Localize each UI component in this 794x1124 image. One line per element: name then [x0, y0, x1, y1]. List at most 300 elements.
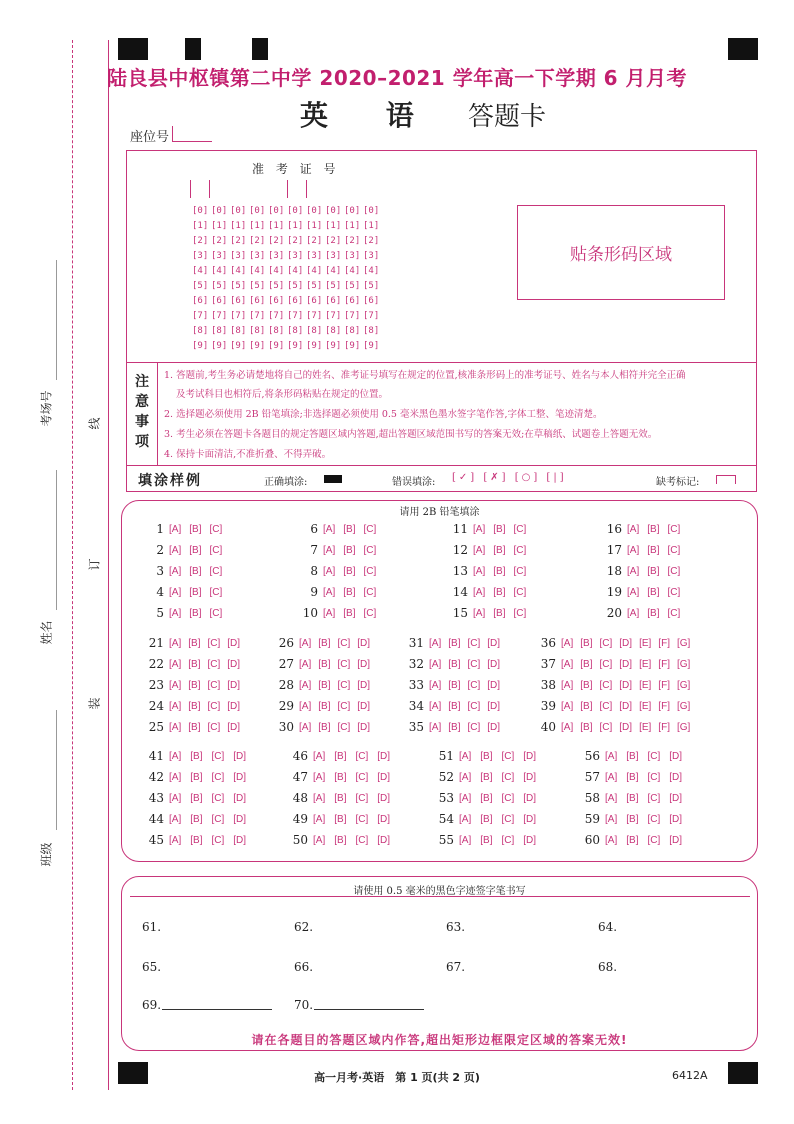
answer-bubble[interactable]: [ D ] [486, 722, 501, 733]
answer-bubble[interactable]: [ B ] [189, 793, 203, 804]
digit-bubble[interactable]: [6] [325, 296, 342, 306]
digit-bubble[interactable]: [9] [230, 341, 247, 351]
answer-bubble[interactable]: [ B ] [188, 608, 202, 619]
digit-bubble[interactable]: [3] [230, 251, 247, 261]
answer-bubble[interactable]: [ A ] [312, 835, 326, 846]
answer-bubble[interactable]: [ B ] [187, 722, 201, 733]
answer-bubble[interactable]: [ D ] [226, 701, 241, 712]
written-answer-line-70[interactable] [314, 1009, 424, 1010]
answer-bubble[interactable]: [ A ] [168, 587, 182, 598]
answer-bubble[interactable]: [ C ] [598, 680, 613, 691]
digit-bubble[interactable]: [0] [287, 206, 304, 216]
answer-bubble[interactable]: [ D ] [618, 659, 633, 670]
answer-bubble[interactable]: [ D ] [522, 814, 537, 825]
answer-bubble[interactable]: [ B ] [625, 772, 639, 783]
digit-bubble[interactable]: [9] [268, 341, 285, 351]
digit-bubble[interactable]: [9] [249, 341, 266, 351]
answer-bubble[interactable]: [ C ] [466, 680, 481, 691]
answer-bubble[interactable]: [ C ] [512, 545, 527, 556]
answer-bubble[interactable]: [ A ] [604, 772, 618, 783]
digit-bubble[interactable]: [3] [344, 251, 361, 261]
answer-bubble[interactable]: [ B ] [317, 680, 331, 691]
answer-bubble[interactable]: [ B ] [625, 814, 639, 825]
answer-bubble[interactable]: [ C ] [646, 793, 661, 804]
answer-bubble[interactable]: [ C ] [208, 545, 223, 556]
answer-bubble[interactable]: [ D ] [618, 638, 633, 649]
digit-bubble[interactable]: [7] [268, 311, 285, 321]
answer-bubble[interactable]: [ A ] [322, 566, 336, 577]
digit-bubble[interactable]: [7] [230, 311, 247, 321]
answer-bubble[interactable]: [ B ] [447, 722, 461, 733]
answer-bubble[interactable]: [ A ] [458, 772, 472, 783]
digit-bubble[interactable]: [8] [211, 326, 228, 336]
answer-bubble[interactable]: [ A ] [626, 524, 640, 535]
digit-bubble[interactable]: [1] [211, 221, 228, 231]
exam-number-column[interactable] [344, 206, 362, 356]
answer-bubble[interactable]: [ F ] [657, 701, 671, 712]
digit-bubble[interactable]: [9] [192, 341, 209, 351]
digit-bubble[interactable]: [8] [363, 326, 380, 336]
answer-bubble[interactable]: [ B ] [187, 659, 201, 670]
answer-bubble[interactable]: [ A ] [560, 722, 574, 733]
answer-bubble[interactable]: [ C ] [646, 751, 661, 762]
answer-bubble[interactable]: [ A ] [428, 722, 442, 733]
answer-bubble[interactable]: [ F ] [657, 659, 671, 670]
digit-bubble[interactable]: [1] [192, 221, 209, 231]
answer-bubble[interactable]: [ B ] [646, 608, 660, 619]
digit-bubble[interactable]: [1] [344, 221, 361, 231]
exam-number-column[interactable] [268, 206, 286, 356]
answer-bubble[interactable]: [ B ] [579, 722, 593, 733]
answer-bubble[interactable]: [ C ] [336, 638, 351, 649]
digit-bubble[interactable]: [0] [306, 206, 323, 216]
answer-bubble[interactable]: [ D ] [668, 793, 683, 804]
answer-bubble[interactable]: [ A ] [168, 524, 182, 535]
answer-bubble[interactable]: [ B ] [317, 701, 331, 712]
answer-bubble[interactable]: [ B ] [189, 751, 203, 762]
answer-bubble[interactable]: [ A ] [428, 638, 442, 649]
digit-bubble[interactable]: [0] [325, 206, 342, 216]
answer-bubble[interactable]: [ E ] [638, 659, 652, 670]
digit-bubble[interactable]: [5] [287, 281, 304, 291]
absent-mark-box[interactable] [716, 475, 736, 484]
answer-bubble[interactable]: [ C ] [354, 814, 369, 825]
answer-bubble[interactable]: [ B ] [625, 751, 639, 762]
answer-bubble[interactable]: [ B ] [492, 545, 506, 556]
answer-bubble[interactable]: [ C ] [336, 680, 351, 691]
digit-bubble[interactable]: [4] [268, 266, 285, 276]
digit-bubble[interactable]: [0] [249, 206, 266, 216]
answer-bubble[interactable]: [ D ] [618, 722, 633, 733]
answer-bubble[interactable]: [ C ] [466, 659, 481, 670]
answer-bubble[interactable]: [ C ] [210, 751, 225, 762]
digit-bubble[interactable]: [7] [249, 311, 266, 321]
answer-bubble[interactable]: [ C ] [512, 587, 527, 598]
answer-bubble[interactable]: [ A ] [298, 680, 312, 691]
answer-bubble[interactable]: [ F ] [657, 680, 671, 691]
digit-bubble[interactable]: [2] [192, 236, 209, 246]
answer-bubble[interactable]: [ G ] [676, 722, 691, 733]
answer-bubble[interactable]: [ B ] [447, 680, 461, 691]
digit-bubble[interactable]: [4] [287, 266, 304, 276]
digit-bubble[interactable]: [7] [344, 311, 361, 321]
answer-bubble[interactable]: [ A ] [312, 814, 326, 825]
answer-bubble[interactable]: [ B ] [333, 751, 347, 762]
digit-bubble[interactable]: [7] [211, 311, 228, 321]
answer-bubble[interactable]: [ C ] [362, 608, 377, 619]
digit-bubble[interactable]: [0] [363, 206, 380, 216]
answer-bubble[interactable]: [ B ] [189, 772, 203, 783]
answer-bubble[interactable]: [ C ] [208, 587, 223, 598]
answer-bubble[interactable]: [ A ] [168, 835, 182, 846]
answer-bubble[interactable]: [ A ] [312, 793, 326, 804]
answer-bubble[interactable]: [ B ] [188, 524, 202, 535]
seat-number-field[interactable] [172, 126, 212, 142]
answer-bubble[interactable]: [ B ] [317, 722, 331, 733]
answer-bubble[interactable]: [ C ] [362, 566, 377, 577]
digit-bubble[interactable]: [5] [306, 281, 323, 291]
digit-bubble[interactable]: [7] [192, 311, 209, 321]
digit-bubble[interactable]: [5] [344, 281, 361, 291]
answer-bubble[interactable]: [ A ] [312, 751, 326, 762]
exam-number-column[interactable] [363, 206, 381, 356]
answer-bubble[interactable]: [ A ] [472, 587, 486, 598]
digit-bubble[interactable]: [3] [287, 251, 304, 261]
answer-bubble[interactable]: [ A ] [560, 701, 574, 712]
answer-bubble[interactable]: [ B ] [492, 566, 506, 577]
answer-bubble[interactable]: [ B ] [646, 566, 660, 577]
answer-bubble[interactable]: [ C ] [206, 701, 221, 712]
answer-bubble[interactable]: [ B ] [188, 545, 202, 556]
answer-bubble[interactable]: [ D ] [356, 680, 371, 691]
digit-bubble[interactable]: [9] [211, 341, 228, 351]
digit-bubble[interactable]: [2] [306, 236, 323, 246]
answer-bubble[interactable]: [ A ] [168, 566, 182, 577]
answer-bubble[interactable]: [ D ] [486, 659, 501, 670]
answer-bubble[interactable]: [ D ] [232, 751, 247, 762]
answer-bubble[interactable]: [ B ] [447, 659, 461, 670]
digit-bubble[interactable]: [9] [325, 341, 342, 351]
answer-bubble[interactable]: [ B ] [492, 587, 506, 598]
exam-number-column[interactable] [249, 206, 267, 356]
answer-bubble[interactable]: [ C ] [362, 524, 377, 535]
answer-bubble[interactable]: [ D ] [226, 722, 241, 733]
answer-bubble[interactable]: [ A ] [168, 638, 182, 649]
answer-bubble[interactable]: [ D ] [376, 835, 391, 846]
digit-bubble[interactable]: [1] [325, 221, 342, 231]
answer-bubble[interactable]: [ B ] [579, 680, 593, 691]
answer-bubble[interactable]: [ D ] [486, 680, 501, 691]
answer-bubble[interactable]: [ A ] [298, 659, 312, 670]
digit-bubble[interactable]: [5] [230, 281, 247, 291]
name-field[interactable] [56, 470, 57, 610]
answer-bubble[interactable]: [ C ] [210, 814, 225, 825]
answer-bubble[interactable]: [ A ] [168, 722, 182, 733]
digit-bubble[interactable]: [2] [268, 236, 285, 246]
digit-bubble[interactable]: [9] [306, 341, 323, 351]
answer-bubble[interactable]: [ C ] [598, 638, 613, 649]
answer-bubble[interactable]: [ A ] [428, 701, 442, 712]
exam-number-column[interactable] [306, 206, 324, 356]
answer-bubble[interactable]: [ D ] [376, 814, 391, 825]
digit-bubble[interactable]: [4] [363, 266, 380, 276]
digit-bubble[interactable]: [4] [211, 266, 228, 276]
answer-bubble[interactable]: [ B ] [479, 814, 493, 825]
digit-bubble[interactable]: [3] [325, 251, 342, 261]
digit-bubble[interactable]: [4] [249, 266, 266, 276]
digit-bubble[interactable]: [6] [249, 296, 266, 306]
digit-bubble[interactable]: [5] [211, 281, 228, 291]
digit-bubble[interactable]: [1] [249, 221, 266, 231]
digit-bubble[interactable]: [4] [192, 266, 209, 276]
answer-bubble[interactable]: [ A ] [322, 587, 336, 598]
digit-bubble[interactable]: [3] [211, 251, 228, 261]
answer-bubble[interactable]: [ D ] [232, 835, 247, 846]
answer-bubble[interactable]: [ D ] [486, 701, 501, 712]
digit-bubble[interactable]: [8] [249, 326, 266, 336]
answer-bubble[interactable]: [ C ] [354, 772, 369, 783]
answer-bubble[interactable]: [ E ] [638, 701, 652, 712]
answer-bubble[interactable]: [ B ] [187, 701, 201, 712]
answer-bubble[interactable]: [ D ] [376, 793, 391, 804]
answer-bubble[interactable]: [ C ] [512, 524, 527, 535]
answer-bubble[interactable]: [ C ] [666, 587, 681, 598]
answer-bubble[interactable]: [ B ] [447, 638, 461, 649]
answer-bubble[interactable]: [ C ] [500, 814, 515, 825]
digit-bubble[interactable]: [1] [306, 221, 323, 231]
answer-bubble[interactable]: [ A ] [168, 814, 182, 825]
answer-bubble[interactable]: [ A ] [458, 751, 472, 762]
answer-bubble[interactable]: [ A ] [604, 835, 618, 846]
digit-bubble[interactable]: [9] [363, 341, 380, 351]
answer-bubble[interactable]: [ B ] [625, 835, 639, 846]
written-answer-line-69[interactable] [162, 1009, 272, 1010]
answer-bubble[interactable]: [ E ] [638, 638, 652, 649]
answer-bubble[interactable]: [ C ] [208, 608, 223, 619]
answer-bubble[interactable]: [ C ] [646, 772, 661, 783]
answer-bubble[interactable]: [ D ] [232, 793, 247, 804]
digit-bubble[interactable]: [6] [192, 296, 209, 306]
answer-bubble[interactable]: [ G ] [676, 680, 691, 691]
answer-bubble[interactable]: [ B ] [646, 587, 660, 598]
answer-bubble[interactable]: [ A ] [322, 524, 336, 535]
answer-bubble[interactable]: [ D ] [668, 772, 683, 783]
digit-bubble[interactable]: [4] [230, 266, 247, 276]
exam-number-column[interactable] [325, 206, 343, 356]
answer-bubble[interactable]: [ B ] [342, 608, 356, 619]
answer-bubble[interactable]: [ A ] [472, 524, 486, 535]
exam-number-column[interactable] [230, 206, 248, 356]
digit-bubble[interactable]: [7] [325, 311, 342, 321]
answer-bubble[interactable]: [ D ] [232, 772, 247, 783]
digit-bubble[interactable]: [2] [363, 236, 380, 246]
digit-bubble[interactable]: [3] [192, 251, 209, 261]
answer-bubble[interactable]: [ F ] [657, 722, 671, 733]
answer-bubble[interactable]: [ B ] [492, 608, 506, 619]
answer-bubble[interactable]: [ C ] [208, 566, 223, 577]
answer-bubble[interactable]: [ A ] [168, 680, 182, 691]
answer-bubble[interactable]: [ C ] [666, 545, 681, 556]
answer-bubble[interactable]: [ B ] [189, 835, 203, 846]
answer-bubble[interactable]: [ C ] [666, 566, 681, 577]
answer-bubble[interactable]: [ G ] [676, 701, 691, 712]
answer-bubble[interactable]: [ C ] [208, 524, 223, 535]
answer-bubble[interactable]: [ A ] [458, 814, 472, 825]
answer-bubble[interactable]: [ D ] [376, 772, 391, 783]
digit-bubble[interactable]: [9] [287, 341, 304, 351]
answer-bubble[interactable]: [ A ] [626, 566, 640, 577]
answer-bubble[interactable]: [ B ] [187, 680, 201, 691]
answer-bubble[interactable]: [ C ] [206, 680, 221, 691]
answer-bubble[interactable]: [ C ] [210, 835, 225, 846]
exam-number-column[interactable] [192, 206, 210, 356]
answer-bubble[interactable]: [ C ] [512, 566, 527, 577]
answer-bubble[interactable]: [ C ] [646, 835, 661, 846]
answer-bubble[interactable]: [ C ] [500, 835, 515, 846]
answer-bubble[interactable]: [ A ] [312, 772, 326, 783]
answer-bubble[interactable]: [ B ] [479, 751, 493, 762]
answer-bubble[interactable]: [ B ] [333, 793, 347, 804]
digit-bubble[interactable]: [0] [192, 206, 209, 216]
digit-bubble[interactable]: [2] [230, 236, 247, 246]
exam-number-write-row[interactable] [190, 180, 380, 198]
digit-bubble[interactable]: [5] [363, 281, 380, 291]
answer-bubble[interactable]: [ C ] [666, 608, 681, 619]
answer-bubble[interactable]: [ B ] [447, 701, 461, 712]
digit-bubble[interactable]: [7] [306, 311, 323, 321]
digit-bubble[interactable]: [1] [268, 221, 285, 231]
answer-bubble[interactable]: [ A ] [626, 608, 640, 619]
answer-bubble[interactable]: [ D ] [376, 751, 391, 762]
answer-bubble[interactable]: [ D ] [356, 701, 371, 712]
exam-number-column[interactable] [287, 206, 305, 356]
answer-bubble[interactable]: [ C ] [354, 835, 369, 846]
answer-bubble[interactable]: [ C ] [336, 701, 351, 712]
answer-bubble[interactable]: [ C ] [598, 701, 613, 712]
digit-bubble[interactable]: [6] [268, 296, 285, 306]
class-field[interactable] [56, 710, 57, 830]
answer-bubble[interactable]: [ B ] [333, 835, 347, 846]
answer-bubble[interactable]: [ D ] [356, 638, 371, 649]
digit-bubble[interactable]: [8] [344, 326, 361, 336]
answer-bubble[interactable]: [ C ] [646, 814, 661, 825]
answer-bubble[interactable]: [ C ] [598, 659, 613, 670]
digit-bubble[interactable]: [2] [249, 236, 266, 246]
answer-bubble[interactable]: [ C ] [336, 659, 351, 670]
answer-bubble[interactable]: [ E ] [638, 722, 652, 733]
answer-bubble[interactable]: [ B ] [317, 638, 331, 649]
answer-bubble[interactable]: [ A ] [322, 608, 336, 619]
answer-bubble[interactable]: [ C ] [354, 793, 369, 804]
digit-bubble[interactable]: [5] [192, 281, 209, 291]
answer-bubble[interactable]: [ G ] [676, 638, 691, 649]
answer-bubble[interactable]: [ C ] [210, 793, 225, 804]
answer-bubble[interactable]: [ A ] [458, 793, 472, 804]
answer-bubble[interactable]: [ B ] [342, 524, 356, 535]
digit-bubble[interactable]: [6] [211, 296, 228, 306]
digit-bubble[interactable]: [8] [306, 326, 323, 336]
digit-bubble[interactable]: [8] [192, 326, 209, 336]
answer-bubble[interactable]: [ D ] [522, 793, 537, 804]
answer-bubble[interactable]: [ D ] [356, 659, 371, 670]
digit-bubble[interactable]: [0] [230, 206, 247, 216]
answer-bubble[interactable]: [ A ] [604, 793, 618, 804]
answer-bubble[interactable]: [ B ] [342, 566, 356, 577]
answer-bubble[interactable]: [ A ] [168, 772, 182, 783]
answer-bubble[interactable]: [ C ] [500, 751, 515, 762]
answer-bubble[interactable]: [ B ] [579, 659, 593, 670]
answer-bubble[interactable]: [ B ] [317, 659, 331, 670]
digit-bubble[interactable]: [8] [325, 326, 342, 336]
answer-bubble[interactable]: [ D ] [668, 835, 683, 846]
answer-bubble[interactable]: [ C ] [206, 659, 221, 670]
answer-bubble[interactable]: [ C ] [500, 772, 515, 783]
digit-bubble[interactable]: [9] [344, 341, 361, 351]
digit-bubble[interactable]: [3] [363, 251, 380, 261]
digit-bubble[interactable]: [7] [363, 311, 380, 321]
answer-bubble[interactable]: [ D ] [226, 680, 241, 691]
answer-bubble[interactable]: [ D ] [226, 638, 241, 649]
digit-bubble[interactable]: [5] [325, 281, 342, 291]
answer-bubble[interactable]: [ C ] [210, 772, 225, 783]
digit-bubble[interactable]: [3] [249, 251, 266, 261]
answer-bubble[interactable]: [ D ] [618, 680, 633, 691]
answer-bubble[interactable]: [ D ] [522, 835, 537, 846]
digit-bubble[interactable]: [2] [344, 236, 361, 246]
exam-room-field[interactable] [56, 260, 57, 380]
digit-bubble[interactable]: [5] [249, 281, 266, 291]
answer-bubble[interactable]: [ B ] [333, 814, 347, 825]
answer-bubble[interactable]: [ D ] [356, 722, 371, 733]
answer-bubble[interactable]: [ D ] [618, 701, 633, 712]
answer-bubble[interactable]: [ B ] [342, 545, 356, 556]
answer-bubble[interactable]: [ E ] [638, 680, 652, 691]
answer-bubble[interactable]: [ A ] [168, 659, 182, 670]
answer-bubble[interactable]: [ C ] [354, 751, 369, 762]
answer-bubble[interactable]: [ A ] [560, 659, 574, 670]
answer-bubble[interactable]: [ D ] [668, 751, 683, 762]
answer-bubble[interactable]: [ B ] [188, 566, 202, 577]
answer-bubble[interactable]: [ F ] [657, 638, 671, 649]
answer-bubble[interactable]: [ A ] [626, 545, 640, 556]
answer-bubble[interactable]: [ A ] [472, 566, 486, 577]
answer-bubble[interactable]: [ A ] [168, 793, 182, 804]
answer-bubble[interactable]: [ A ] [298, 701, 312, 712]
answer-bubble[interactable]: [ C ] [362, 545, 377, 556]
answer-bubble[interactable]: [ A ] [298, 638, 312, 649]
digit-bubble[interactable]: [6] [306, 296, 323, 306]
digit-bubble[interactable]: [4] [344, 266, 361, 276]
answer-bubble[interactable]: [ A ] [428, 659, 442, 670]
answer-bubble[interactable]: [ B ] [479, 793, 493, 804]
answer-bubble[interactable]: [ C ] [206, 638, 221, 649]
answer-bubble[interactable]: [ C ] [512, 608, 527, 619]
digit-bubble[interactable]: [0] [344, 206, 361, 216]
answer-bubble[interactable]: [ B ] [492, 524, 506, 535]
answer-bubble[interactable]: [ C ] [336, 722, 351, 733]
answer-bubble[interactable]: [ G ] [676, 659, 691, 670]
digit-bubble[interactable]: [1] [230, 221, 247, 231]
answer-bubble[interactable]: [ C ] [466, 638, 481, 649]
digit-bubble[interactable]: [8] [287, 326, 304, 336]
answer-bubble[interactable]: [ A ] [168, 701, 182, 712]
answer-bubble[interactable]: [ C ] [598, 722, 613, 733]
answer-bubble[interactable]: [ B ] [625, 793, 639, 804]
answer-bubble[interactable]: [ B ] [646, 545, 660, 556]
answer-bubble[interactable]: [ A ] [322, 545, 336, 556]
digit-bubble[interactable]: [8] [230, 326, 247, 336]
digit-bubble[interactable]: [8] [268, 326, 285, 336]
